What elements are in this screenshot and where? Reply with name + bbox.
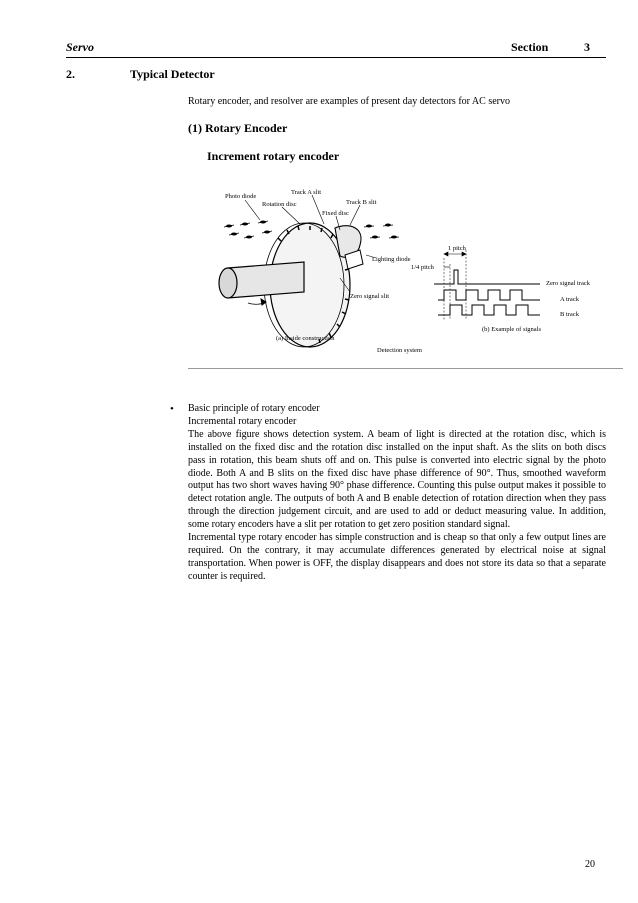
body-text (188, 403, 606, 584)
header-rule (66, 57, 606, 58)
section-heading-title: Typical Detector (130, 67, 215, 81)
body-paragraph-1: The above figure shows detection system. A beam of light is directed at the rotation disc, which is installed on the fixed disc and the rotation disc installed on the input shaft. As the slits on both discs pass in rotation, this beam shuts off and on. This pulse is converted into electric signal by the photo diode. Both A and B slits on the fixed disc have phase difference of 90°. Thus, smoothed waveform output has two short waves having 90° phase difference. Counting this pulse output makes it possible to detect rotation angle. The outputs of both A and B enable detection of rotation direction when they pass through the direction judgement circuit, and are used to add or deduct measuring value. In addition, some rotary encoders have a slit per rotation to get zero position standard signal. (188, 428, 606, 531)
track-b-slit-label: Track B slit (346, 199, 377, 206)
fixed-disc-label: Fixed disc (322, 210, 349, 217)
quarter-pitch-label: 1/4 pitch (411, 264, 434, 271)
section-heading-number: 2. (66, 67, 75, 81)
bullet-marker: • (170, 403, 174, 415)
b-track-label: B track (560, 311, 579, 318)
zero-signal-track-label: Zero signal track (546, 280, 591, 287)
section-label: Section (511, 40, 549, 54)
figure-separator (188, 368, 623, 369)
page-number: 20 (585, 859, 595, 870)
track-a-slit-label: Track A slit (291, 189, 322, 196)
body-line-2: Incremental rotary encoder (188, 415, 297, 427)
one-pitch-label: 1 pitch (448, 245, 466, 252)
rotation-disc-label: Rotation disc (262, 201, 297, 208)
section-number: 3 (584, 40, 590, 54)
subheading-increment-rotary-encoder: Increment rotary encoder (207, 149, 340, 163)
example-signals-label: (b) Example of signals (482, 326, 542, 333)
lighting-diode-label: Lighting diode (372, 256, 411, 263)
a-track-label: A track (560, 296, 579, 303)
running-header-title: Servo (66, 40, 94, 54)
intro-paragraph: Rotary encoder, and resolver are examples of present day detectors for AC servo (188, 96, 510, 107)
detection-system-figure (200, 180, 610, 365)
inside-construction-label: (a) Inside construction (276, 335, 335, 342)
photo-diode-label: Photo diode (225, 193, 257, 200)
zero-signal-slit-label: Zero signal slit (350, 293, 389, 300)
body-line-1: Basic principle of rotary encoder (188, 403, 320, 414)
subheading-rotary-encoder: (1) Rotary Encoder (188, 121, 288, 135)
encoder-drawing (219, 195, 399, 347)
body-paragraph-2: Incremental type rotary encoder has simple construction and is cheap so that only a few output lines are required. On the contrary, it may accumulate differences generated by electrical noise at signal transportation. When power is OFF, the display disappears and does not store its data so that a separate counter is required. (188, 532, 606, 582)
figure-caption: Detection system (377, 347, 422, 354)
signal-waveforms (434, 250, 540, 320)
